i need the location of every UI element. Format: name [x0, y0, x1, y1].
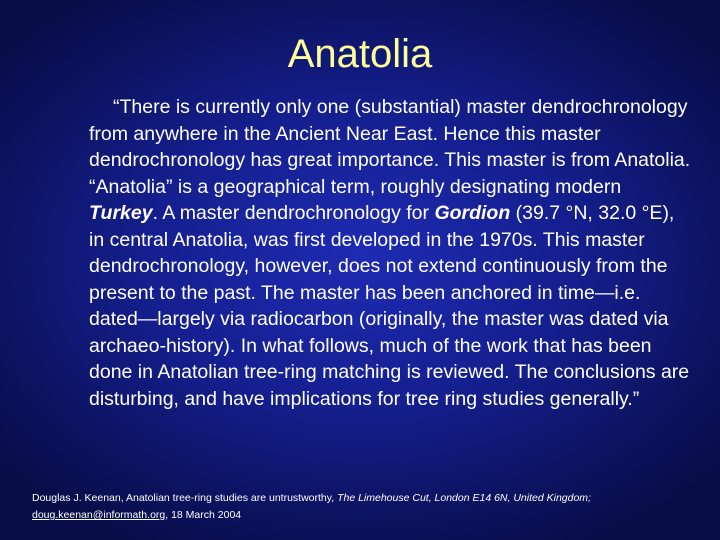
citation-author-title: Douglas J. Keenan, Anatolian tree-ring studies are untrustworthy,: [32, 492, 338, 504]
citation-footer: [32, 490, 712, 524]
emphasis-gordion: Gordion: [434, 202, 511, 224]
quote-paragraph: [89, 94, 693, 412]
emphasis-turkey: Turkey: [89, 202, 153, 224]
quote-text-part-2: . A master dendrochronology for: [152, 202, 435, 224]
citation-email-link[interactable]: doug.keenan@informath.org: [32, 509, 166, 521]
quote-text-part-1: “There is currently only one (substantial) master dendrochronology from anywhere in the Ancient Near East. Hence this master dendrochronology has great importance. This master is from Anatolia. “Anatolia” is a geographical term, roughly designating modern: [89, 96, 691, 198]
slide-title: Anatolia: [287, 32, 433, 76]
citation-date: , 18 March 2004: [165, 509, 242, 521]
citation-venue: The Limehouse Cut, London E14 6N, United Kingdom;: [337, 492, 591, 504]
quote-text-part-3: (39.7 °N, 32.0 °E), in central Anatolia, was first developed in the 1970s. This master dendrochronology, however, does not extend continuously from the present to the past. The master has been anchored in time—i.e. dated—largely via radiocarbon (originally, the master was dated via archaeo-history). In what follows, much of the work that has been done in Anatolian tree-ring matching is reviewed. The conclusions are disturbing, and have implications for tree ring studies generally.”: [89, 202, 690, 410]
